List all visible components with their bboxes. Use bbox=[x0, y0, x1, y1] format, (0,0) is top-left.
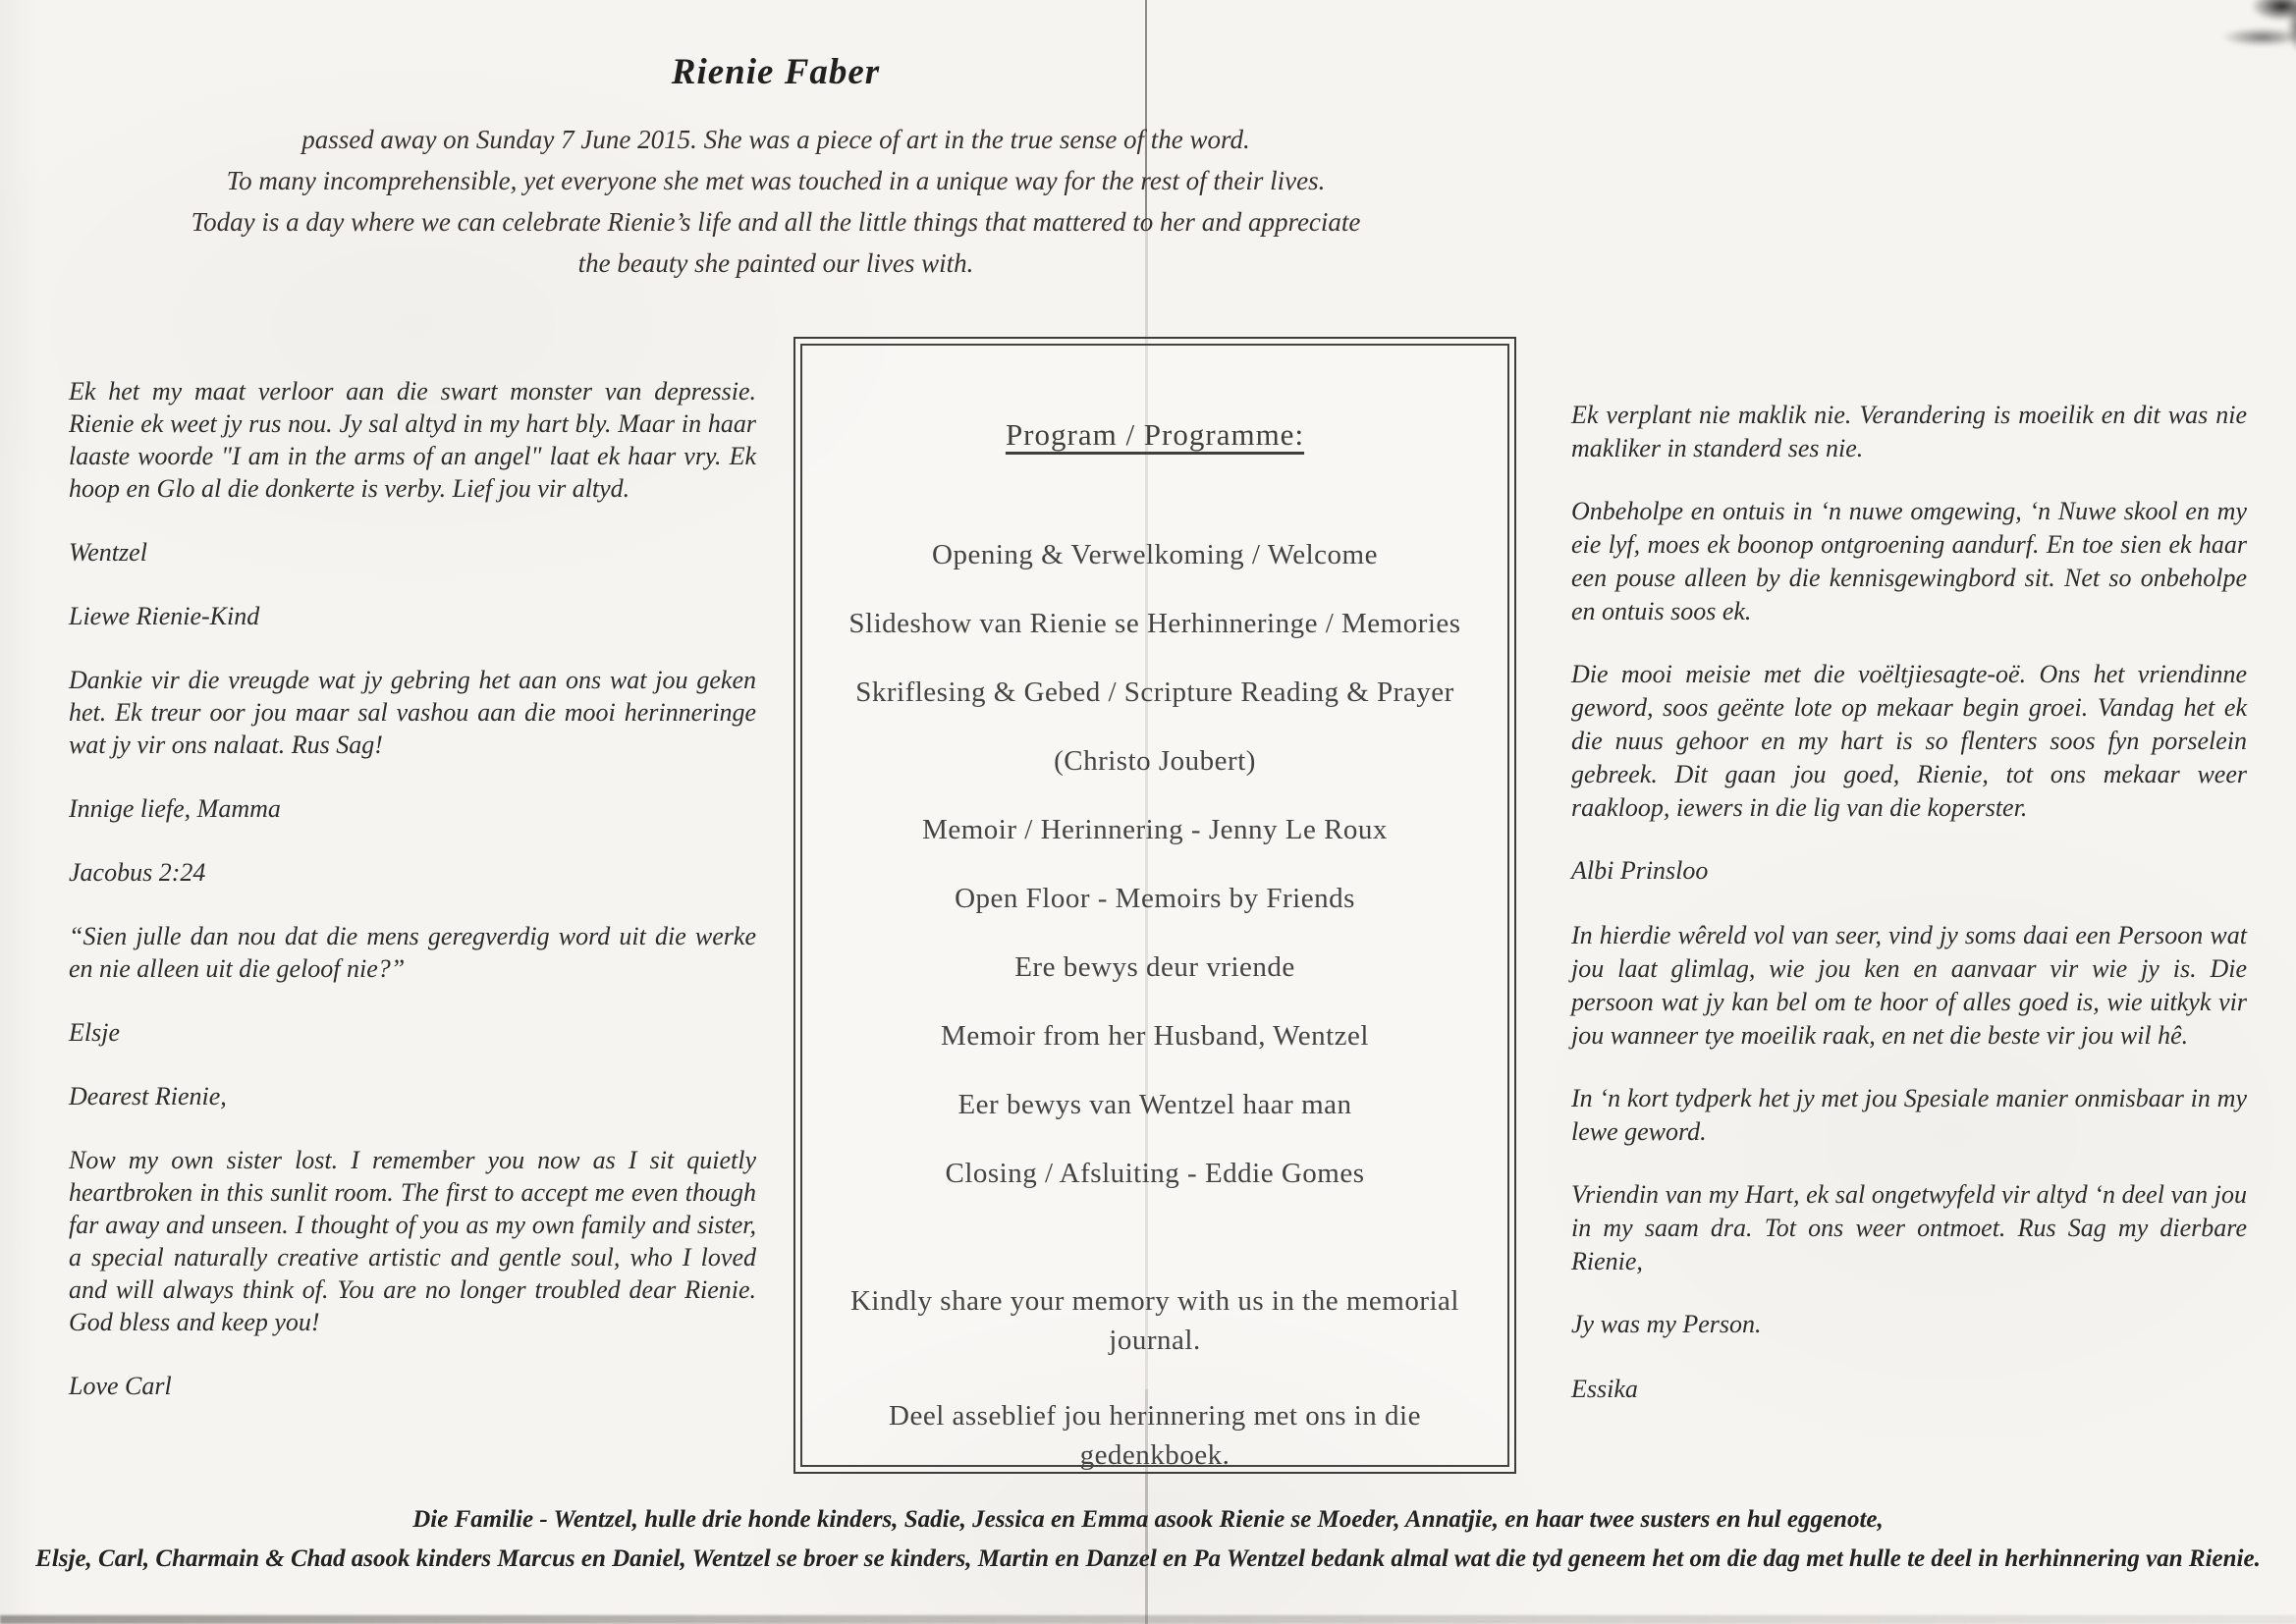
intro-line-1: passed away on Sunday 7 June 2015. She was a piece of art in the true sense of the word. bbox=[301, 125, 1250, 154]
intro-line-3: Today is a day where we can celebrate Rienie’s life and all the little things that mattered to her and appreciate bbox=[191, 207, 1361, 237]
program-box-inner-border bbox=[800, 344, 1509, 1471]
program-item-christo-joubert: (Christo Joubert) bbox=[1054, 745, 1256, 777]
right-tribute-column bbox=[1571, 399, 2247, 1437]
signature-mamma: Innige liefe, Mamma bbox=[69, 794, 281, 823]
family-acknowledgement bbox=[0, 1500, 2296, 1579]
signature-albi-prinsloo: Albi Prinsloo bbox=[1571, 856, 1709, 885]
program-box bbox=[793, 337, 1516, 1474]
memorial-title: Rienie Faber bbox=[671, 52, 881, 92]
tribute-essika-paragraph-2: In ‘n kort tydperk het jy met jou Spesiale manier onmisbaar in my lewe geword. bbox=[1571, 1084, 2247, 1146]
program-note-gedenkboek: Deel asseblief jou herinnering met ons in die gedenkboek. bbox=[889, 1400, 1421, 1471]
signature-wentzel: Wentzel bbox=[69, 538, 147, 567]
salutation-dearest-rienie: Dearest Rienie, bbox=[69, 1082, 227, 1110]
scan-bottom-edge-shadow bbox=[0, 1615, 2296, 1624]
intro-line-4: the beauty she painted our lives with. bbox=[577, 248, 974, 278]
program-item-memoir-husband: Memoir from her Husband, Wentzel bbox=[941, 1020, 1369, 1052]
tribute-essika-paragraph-3: Vriendin van my Hart, ek sal ongetwyfeld vir altyd ‘n deel van jou in my saam dra. Tot ons weer ontmoet. Rus Sag my dierbare Rienie, bbox=[1571, 1180, 2247, 1275]
program-note-memorial-journal: Kindly share your memory with us in the memorial journal. bbox=[849, 1285, 1459, 1356]
program-heading: Program / Programme: bbox=[1005, 417, 1305, 452]
program-item-open-floor: Open Floor - Memoirs by Friends bbox=[955, 883, 1355, 914]
tribute-albi-paragraph-2: Onbeholpe en ontuis in ‘n nuwe omgewing, ‘n Nuwe skool en my eie lyf, moes ek boonop ontgroening aandurf. En toe sien ek haar een pouse alleen by die kennisgewingbord sit. Net so onbeholpe en ontuis soos ek. bbox=[1571, 497, 2247, 625]
program-item-memoir-jenny: Memoir / Herinnering - Jenny Le Roux bbox=[922, 814, 1388, 845]
scripture-quote: “Sien julle dan nou dat die mens geregverdig word uit die werke en nie alleen uit die geloof nie?” bbox=[69, 922, 756, 983]
header bbox=[0, 51, 1552, 284]
scan-corner-smudge bbox=[2186, 0, 2296, 83]
footer-line-2: Elsje, Carl, Charmain & Chad asook kinders Marcus en Daniel, Wentzel se broer se kinders, Martin en Danzel en Pa Wentzel bedank almal wat die tyd geneem het om die dag met hulle te deel in herhinnering van Rienie. bbox=[35, 1545, 2261, 1572]
left-tribute-column bbox=[69, 375, 756, 1434]
program-item-scripture: Skriflesing & Gebed / Scripture Reading & Prayer bbox=[855, 677, 1454, 708]
tribute-essika-paragraph-1: In hierdie wêreld vol van seer, vind jy soms daai een Persoon wat jou laat glimlag, wie jou ken en aanvaar vir wie jy is. Die persoon wat jy kan bel om te hoor of alles goed is, wie uitkyk vir jou wanneer tye moeilik raak, en net die beste vir jou wil hê. bbox=[1571, 921, 2247, 1050]
intro-line-2: To many incomprehensible, yet everyone she met was touched in a unique way for the rest of their lives. bbox=[226, 166, 1326, 195]
tribute-albi-paragraph-1: Ek verplant nie maklik nie. Verandering is moeilik en dit was nie makliker in standerd ses nie. bbox=[1571, 401, 2247, 462]
program-item-closing: Closing / Afsluiting - Eddie Gomes bbox=[945, 1158, 1365, 1189]
signature-elsje: Elsje bbox=[69, 1018, 120, 1047]
tribute-essika-closing: Jy was my Person. bbox=[1571, 1310, 1762, 1338]
tribute-albi-paragraph-3: Die mooi meisie met die voëltjiesagte-oë. Ons het vriendinne geword, soos geënte lote op mekaar begin groei. Vandag het ek die nuus gehoor en my hart is so flenters soos fyn porselein gebreek. Dit gaan jou goed, Rienie, tot ons mekaar weer raakloop, iewers in die lig van die koperster. bbox=[1571, 660, 2247, 822]
footer-line-1: Die Familie - Wentzel, hulle drie honde kinders, Sadie, Jessica en Emma asook Rienie se Moeder, Annatjie, en haar twee susters en hul eggenote, bbox=[412, 1506, 1884, 1533]
salutation-liewe-rienie-kind: Liewe Rienie-Kind bbox=[69, 602, 260, 630]
signature-essika: Essika bbox=[1571, 1375, 1638, 1403]
tribute-mamma-text: Dankie vir die vreugde wat jy gebring het aan ons wat jou geken het. Ek treur oor jou maar sal vashou aan die mooi herinneringe wat jy vir ons nalaat. Rus Sag! bbox=[69, 666, 756, 759]
tribute-wentzel-text: Ek het my maat verloor aan die swart monster van depressie. Rienie ek weet jy rus nou. Jy sal altyd in my hart bly. Maar in haar laaste woorde "I am in the arms of an angel" laat ek haar vry. Ek hoop en Glo al die donkerte is verby. Lief jou vir altyd. bbox=[69, 377, 756, 503]
tribute-carl-text: Now my own sister lost. I remember you now as I sit quietly heartbroken in this sunlit room. The first to accept me even though far away and unseen. I thought of you as my own family and sister, a special naturally creative artistic and gentle soul, who I loved and will always think of. You are no longer troubled dear Rienie. God bless and keep you! bbox=[69, 1146, 756, 1336]
program-item-eer-bewys: Eer bewys van Wentzel haar man bbox=[957, 1089, 1352, 1120]
scripture-reference: Jacobus 2:24 bbox=[69, 858, 206, 887]
program-item-ere-bewys: Ere bewys deur vriende bbox=[1014, 951, 1295, 983]
signature-carl: Love Carl bbox=[69, 1372, 172, 1400]
program-item-slideshow: Slideshow van Rienie se Herhinneringe / Memories bbox=[848, 608, 1461, 639]
program-item-opening: Opening & Verwelkoming / Welcome bbox=[932, 539, 1378, 570]
